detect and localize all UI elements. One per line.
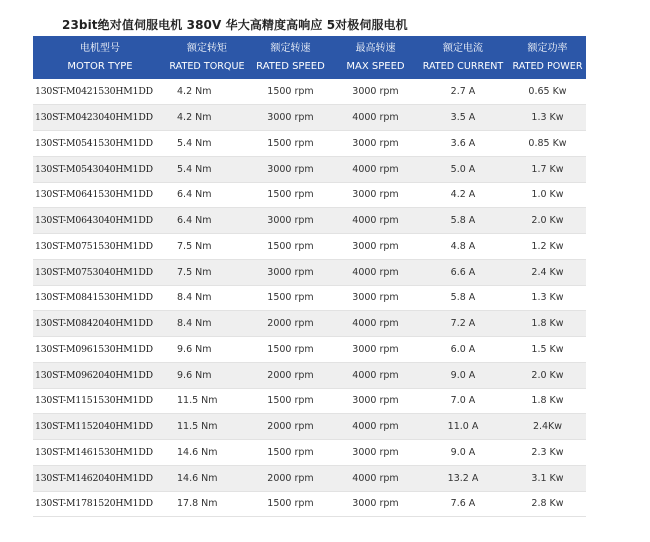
cell-max-speed: 4000 rpm bbox=[334, 465, 417, 491]
cell-rated-power: 1.2 Kw bbox=[509, 234, 586, 260]
table-header bbox=[33, 36, 586, 79]
cell-rated-torque: 17.8 Nm bbox=[167, 491, 247, 517]
cell-rated-current: 3.6 A bbox=[417, 131, 509, 157]
cell-rated-power: 1.7 Kw bbox=[509, 156, 586, 182]
cell-rated-current: 5.8 A bbox=[417, 208, 509, 234]
cell-rated-current: 7.2 A bbox=[417, 311, 509, 337]
cell-rated-torque: 9.6 Nm bbox=[167, 337, 247, 363]
cell-motor-type: 130ST-M0421530HM1DD bbox=[33, 79, 167, 105]
column-header-cn: 额定转速 bbox=[270, 43, 311, 54]
cell-motor-type: 130ST-M1461530HM1DD bbox=[33, 440, 167, 466]
column-header-rated-torque bbox=[167, 36, 247, 79]
cell-rated-speed: 1500 rpm bbox=[247, 79, 334, 105]
column-header-rated-power bbox=[509, 36, 586, 79]
cell-max-speed: 3000 rpm bbox=[334, 234, 417, 260]
cell-rated-power: 2.4Kw bbox=[509, 414, 586, 440]
cell-max-speed: 4000 rpm bbox=[334, 208, 417, 234]
cell-rated-current: 3.5 A bbox=[417, 105, 509, 131]
column-header-cn: 额定电流 bbox=[443, 43, 483, 54]
cell-rated-speed: 1500 rpm bbox=[247, 182, 334, 208]
cell-rated-power: 1.0 Kw bbox=[509, 182, 586, 208]
cell-rated-current: 11.0 A bbox=[417, 414, 509, 440]
motor-spec-table bbox=[33, 36, 586, 517]
cell-rated-power: 1.5 Kw bbox=[509, 337, 586, 363]
cell-rated-current: 5.8 A bbox=[417, 285, 509, 311]
table-row bbox=[33, 182, 586, 208]
column-header-en: RATED POWER bbox=[512, 61, 583, 72]
cell-rated-speed: 1500 rpm bbox=[247, 491, 334, 517]
cell-rated-torque: 7.5 Nm bbox=[167, 234, 247, 260]
cell-rated-power: 1.8 Kw bbox=[509, 311, 586, 337]
cell-rated-torque: 14.6 Nm bbox=[167, 465, 247, 491]
column-header-en: RATED TORQUE bbox=[169, 61, 245, 72]
table-row bbox=[33, 362, 586, 388]
column-header-en: RATED SPEED bbox=[256, 61, 325, 72]
cell-max-speed: 3000 rpm bbox=[334, 182, 417, 208]
cell-max-speed: 3000 rpm bbox=[334, 388, 417, 414]
cell-rated-speed: 3000 rpm bbox=[247, 259, 334, 285]
cell-rated-current: 6.6 A bbox=[417, 259, 509, 285]
cell-rated-torque: 8.4 Nm bbox=[167, 285, 247, 311]
cell-rated-current: 9.0 A bbox=[417, 362, 509, 388]
cell-rated-speed: 1500 rpm bbox=[247, 388, 334, 414]
cell-rated-power: 2.8 Kw bbox=[509, 491, 586, 517]
cell-rated-current: 7.0 A bbox=[417, 388, 509, 414]
column-header-max-speed bbox=[334, 36, 417, 79]
cell-rated-torque: 6.4 Nm bbox=[167, 182, 247, 208]
cell-rated-current: 5.0 A bbox=[417, 156, 509, 182]
column-header-en: MOTOR TYPE bbox=[67, 61, 133, 72]
cell-rated-speed: 1500 rpm bbox=[247, 234, 334, 260]
cell-motor-type: 130ST-M0643040HM1DD bbox=[33, 208, 167, 234]
cell-rated-speed: 2000 rpm bbox=[247, 362, 334, 388]
cell-rated-torque: 4.2 Nm bbox=[167, 105, 247, 131]
table-row bbox=[33, 105, 586, 131]
column-header-cn: 额定功率 bbox=[527, 43, 568, 54]
cell-rated-speed: 1500 rpm bbox=[247, 285, 334, 311]
cell-rated-torque: 11.5 Nm bbox=[167, 414, 247, 440]
table-row bbox=[33, 234, 586, 260]
column-header-en: MAX SPEED bbox=[346, 61, 405, 72]
table-row bbox=[33, 285, 586, 311]
cell-rated-power: 2.0 Kw bbox=[509, 208, 586, 234]
column-header-motor-type bbox=[33, 36, 167, 79]
cell-rated-power: 1.3 Kw bbox=[509, 285, 586, 311]
cell-rated-speed: 2000 rpm bbox=[247, 414, 334, 440]
page-title: 23bit绝对值伺服电机 380V 华大高精度高响应 5对极伺服电机 bbox=[62, 18, 408, 32]
cell-rated-current: 4.8 A bbox=[417, 234, 509, 260]
cell-motor-type: 130ST-M0751530HM1DD bbox=[33, 234, 167, 260]
cell-motor-type: 130ST-M0641530HM1DD bbox=[33, 182, 167, 208]
cell-rated-power: 3.1 Kw bbox=[509, 465, 586, 491]
cell-rated-current: 6.0 A bbox=[417, 337, 509, 363]
cell-motor-type: 130ST-M0841530HM1DD bbox=[33, 285, 167, 311]
cell-rated-power: 1.8 Kw bbox=[509, 388, 586, 414]
cell-rated-current: 2.7 A bbox=[417, 79, 509, 105]
cell-motor-type: 130ST-M1781520HM1DD bbox=[33, 491, 167, 517]
column-header-rated-speed bbox=[247, 36, 334, 79]
cell-max-speed: 4000 rpm bbox=[334, 414, 417, 440]
cell-motor-type: 130ST-M0961530HM1DD bbox=[33, 337, 167, 363]
cell-max-speed: 3000 rpm bbox=[334, 440, 417, 466]
cell-rated-torque: 11.5 Nm bbox=[167, 388, 247, 414]
cell-rated-torque: 4.2 Nm bbox=[167, 79, 247, 105]
cell-rated-torque: 14.6 Nm bbox=[167, 440, 247, 466]
cell-max-speed: 3000 rpm bbox=[334, 337, 417, 363]
cell-rated-speed: 2000 rpm bbox=[247, 311, 334, 337]
cell-rated-speed: 1500 rpm bbox=[247, 440, 334, 466]
cell-motor-type: 130ST-M1462040HM1DD bbox=[33, 465, 167, 491]
cell-max-speed: 3000 rpm bbox=[334, 491, 417, 517]
cell-rated-power: 2.0 Kw bbox=[509, 362, 586, 388]
header-row bbox=[33, 36, 586, 79]
cell-rated-torque: 7.5 Nm bbox=[167, 259, 247, 285]
column-header-cn: 最高转速 bbox=[355, 43, 396, 54]
cell-motor-type: 130ST-M1151530HM1DD bbox=[33, 388, 167, 414]
cell-rated-power: 0.65 Kw bbox=[509, 79, 586, 105]
table-row bbox=[33, 337, 586, 363]
table-row bbox=[33, 131, 586, 157]
cell-motor-type: 130ST-M0842040HM1DD bbox=[33, 311, 167, 337]
table-row bbox=[33, 440, 586, 466]
column-header-en: RATED CURRENT bbox=[422, 61, 504, 72]
cell-rated-torque: 5.4 Nm bbox=[167, 156, 247, 182]
cell-rated-speed: 1500 rpm bbox=[247, 337, 334, 363]
column-header-rated-current bbox=[417, 36, 509, 79]
cell-motor-type: 130ST-M0423040HM1DD bbox=[33, 105, 167, 131]
cell-rated-current: 9.0 A bbox=[417, 440, 509, 466]
table-row bbox=[33, 156, 586, 182]
cell-motor-type: 130ST-M1152040HM1DD bbox=[33, 414, 167, 440]
cell-rated-current: 4.2 A bbox=[417, 182, 509, 208]
cell-max-speed: 4000 rpm bbox=[334, 156, 417, 182]
table-row bbox=[33, 414, 586, 440]
cell-rated-current: 13.2 A bbox=[417, 465, 509, 491]
cell-rated-speed: 3000 rpm bbox=[247, 105, 334, 131]
cell-rated-current: 7.6 A bbox=[417, 491, 509, 517]
cell-max-speed: 4000 rpm bbox=[334, 259, 417, 285]
table-body bbox=[33, 79, 586, 517]
cell-max-speed: 3000 rpm bbox=[334, 285, 417, 311]
table-row bbox=[33, 491, 586, 517]
cell-rated-power: 0.85 Kw bbox=[509, 131, 586, 157]
cell-rated-power: 2.4 Kw bbox=[509, 259, 586, 285]
cell-rated-torque: 8.4 Nm bbox=[167, 311, 247, 337]
cell-motor-type: 130ST-M0541530HM1DD bbox=[33, 131, 167, 157]
cell-max-speed: 3000 rpm bbox=[334, 79, 417, 105]
table-row bbox=[33, 388, 586, 414]
cell-motor-type: 130ST-M0753040HM1DD bbox=[33, 259, 167, 285]
cell-max-speed: 4000 rpm bbox=[334, 362, 417, 388]
cell-max-speed: 4000 rpm bbox=[334, 311, 417, 337]
cell-rated-speed: 2000 rpm bbox=[247, 465, 334, 491]
table-row bbox=[33, 465, 586, 491]
cell-max-speed: 3000 rpm bbox=[334, 131, 417, 157]
table-row bbox=[33, 259, 586, 285]
cell-motor-type: 130ST-M0962040HM1DD bbox=[33, 362, 167, 388]
column-header-cn: 电机型号 bbox=[80, 43, 120, 54]
cell-max-speed: 4000 rpm bbox=[334, 105, 417, 131]
column-header-cn: 额定转矩 bbox=[187, 43, 227, 54]
cell-rated-torque: 5.4 Nm bbox=[167, 131, 247, 157]
cell-motor-type: 130ST-M0543040HM1DD bbox=[33, 156, 167, 182]
cell-rated-torque: 6.4 Nm bbox=[167, 208, 247, 234]
cell-rated-torque: 9.6 Nm bbox=[167, 362, 247, 388]
cell-rated-speed: 1500 rpm bbox=[247, 131, 334, 157]
table-row bbox=[33, 311, 586, 337]
cell-rated-speed: 3000 rpm bbox=[247, 208, 334, 234]
cell-rated-power: 1.3 Kw bbox=[509, 105, 586, 131]
cell-rated-speed: 3000 rpm bbox=[247, 156, 334, 182]
table-row bbox=[33, 208, 586, 234]
table-row bbox=[33, 79, 586, 105]
cell-rated-power: 2.3 Kw bbox=[509, 440, 586, 466]
